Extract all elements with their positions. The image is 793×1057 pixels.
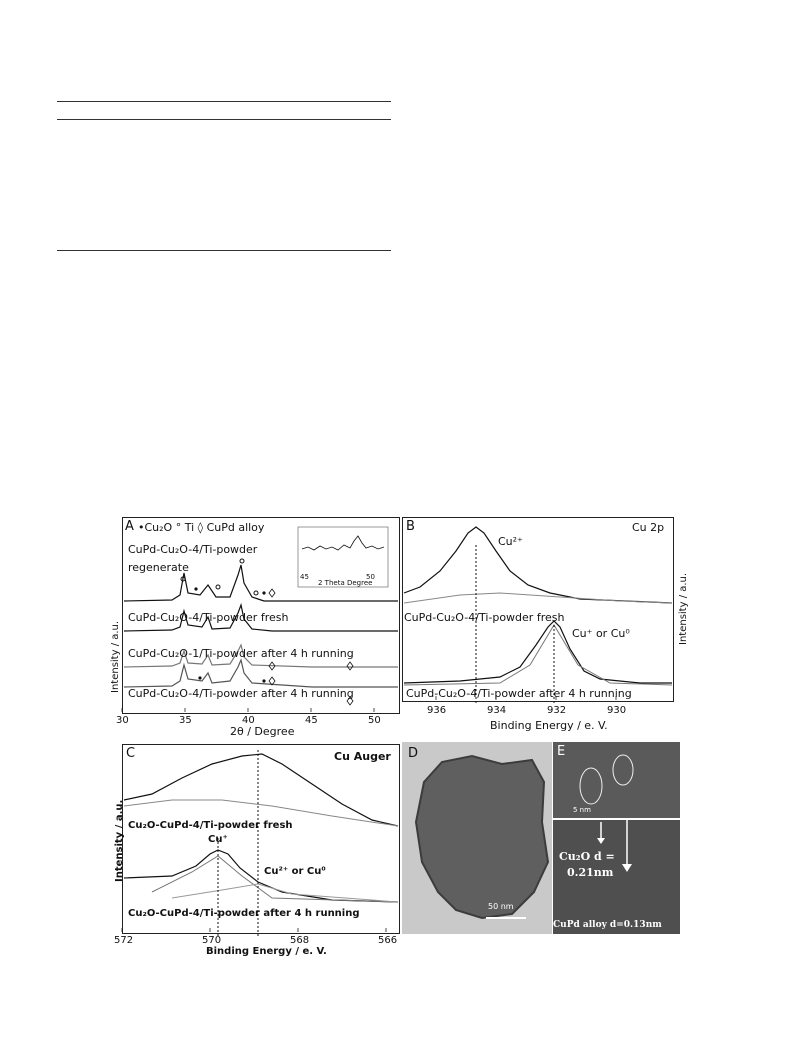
panel-b-xtick-930: 930 bbox=[607, 705, 627, 716]
panel-c-sample-fresh: Cu₂O-CuPd-4/Ti-powder fresh bbox=[128, 820, 293, 831]
panel-a-cu2o-marker bbox=[262, 679, 265, 682]
panel-c-xlabel: Binding Energy / e. V. bbox=[206, 946, 327, 957]
panel-a-xtick-35: 35 bbox=[179, 715, 192, 726]
panel-b-xps-cu2p bbox=[400, 515, 690, 740]
panel-b-sample-4h: CuPd-Cu₂O-4/Ti-powder after 4 h running bbox=[406, 687, 632, 700]
panel-a-xtick-50: 50 bbox=[368, 715, 381, 726]
panel-b-ylabel: Intensity / a.u. bbox=[678, 572, 689, 645]
table-bottom-rule bbox=[57, 250, 391, 251]
panel-e-arrow-head bbox=[622, 864, 632, 872]
panel-b-xtick-932: 932 bbox=[547, 705, 567, 716]
panel-a-sample-regen-2: regenerate bbox=[128, 561, 189, 574]
panel-e-arrow-head bbox=[597, 838, 605, 844]
panel-c-sample-4h: Cu₂O-CuPd-4/Ti-powder after 4 h running bbox=[128, 908, 360, 919]
panel-c-plot bbox=[112, 742, 402, 960]
panel-e-hrtem-top bbox=[553, 742, 680, 818]
panel-c-trace-fresh bbox=[124, 754, 398, 826]
panel-b-sample-fresh: CuPd-Cu₂O-4/Ti-powder fresh bbox=[404, 611, 565, 624]
panel-a-xtick-30: 30 bbox=[116, 715, 129, 726]
panel-e-hrtem-bottom bbox=[553, 820, 680, 934]
panel-a-cupd-marker bbox=[347, 662, 353, 670]
panel-e-cupd-label: CuPd alloy d=0.13nm bbox=[553, 920, 662, 930]
panel-c-letter: C bbox=[126, 746, 136, 761]
panel-b-xlabel: Binding Energy / e. V. bbox=[490, 719, 608, 732]
panel-a-ti-marker bbox=[240, 559, 244, 563]
panel-c-xtick-568: 568 bbox=[290, 935, 310, 946]
panel-c-xtick-572: 572 bbox=[114, 935, 134, 946]
panel-b-title: Cu 2p bbox=[632, 521, 665, 534]
panel-b-xtick-936: 936 bbox=[427, 705, 447, 716]
panel-a-xtick-40: 40 bbox=[242, 715, 255, 726]
panel-a-sample-regen: CuPd-Cu₂O-4/Ti-powder bbox=[128, 543, 258, 556]
panel-a-inset-xlabel: 2 Theta Degree bbox=[318, 579, 373, 587]
panel-a-xtick-45: 45 bbox=[305, 715, 318, 726]
panel-a-inset-tick-50: 50 bbox=[366, 573, 375, 581]
panel-b-trace-fresh bbox=[404, 527, 672, 603]
panel-c-title: Cu Auger bbox=[334, 750, 391, 763]
panel-a-inset-tick-45: 45 bbox=[300, 573, 309, 581]
panel-a-sample-1-4h: CuPd-Cu₂O-1/Ti-powder after 4 h running bbox=[128, 647, 354, 660]
panel-c-cu-auger bbox=[112, 742, 402, 960]
panel-a-cu2o-marker bbox=[194, 587, 197, 590]
panel-e-letter: E bbox=[557, 744, 566, 759]
panel-a-cupd-marker bbox=[269, 589, 275, 597]
panel-d-letter: D bbox=[408, 746, 419, 761]
panel-d-scale: 50 nm bbox=[488, 902, 514, 911]
panel-a-inset-trace bbox=[302, 536, 384, 550]
panel-a-ti-marker bbox=[216, 585, 220, 589]
panel-c-xtick-566: 566 bbox=[378, 935, 398, 946]
panel-a-cu2o-marker bbox=[262, 591, 265, 594]
panel-c-xtick-570: 570 bbox=[202, 935, 222, 946]
panel-a-ylabel: Intensity / a.u. bbox=[110, 620, 121, 693]
panel-a-ti-marker bbox=[254, 591, 258, 595]
panel-e-circle bbox=[580, 768, 602, 804]
panel-a-cu2o-marker bbox=[198, 676, 201, 679]
panel-c-trace-4h bbox=[124, 850, 398, 902]
panel-a-xlabel: 2θ / Degree bbox=[230, 725, 295, 738]
panel-c-peak-cu1: Cu⁺ bbox=[208, 834, 228, 845]
panel-e-scale-top: 5 nm bbox=[573, 806, 591, 814]
panel-c-ylabel: Intensity / a.u. bbox=[114, 799, 125, 882]
panel-b-xtick-934: 934 bbox=[487, 705, 507, 716]
panel-d-particle-shape bbox=[416, 756, 548, 918]
panel-c-xticks bbox=[122, 928, 386, 932]
panel-e-cu2o-value: 0.21nm bbox=[567, 866, 614, 879]
panel-e-circle bbox=[613, 755, 633, 785]
panel-b-peak-cu2: Cu²⁺ bbox=[498, 535, 523, 548]
panel-a-legend: •Cu₂O ° Ti ◊ CuPd alloy bbox=[138, 521, 265, 534]
panel-a-trace-4-4h bbox=[124, 660, 398, 687]
panel-e-cu2o-label: Cu₂O d = bbox=[559, 850, 615, 863]
panel-d-particle bbox=[402, 742, 552, 934]
panel-a-sample-4-4h: CuPd-Cu₂O-4/Ti-powder after 4 h running bbox=[128, 687, 354, 700]
panel-d-tem-image bbox=[402, 742, 552, 934]
panel-b-fit-4h bbox=[404, 625, 672, 685]
panel-b-fit-fresh bbox=[404, 593, 672, 603]
panel-a-letter: A bbox=[125, 519, 134, 534]
panel-c-peak-cu2: Cu²⁺ or Cu⁰ bbox=[264, 866, 326, 877]
table-top-rule bbox=[57, 101, 391, 102]
panel-a-xrd bbox=[112, 515, 402, 740]
table-header-rule bbox=[57, 119, 391, 120]
panel-b-letter: B bbox=[406, 519, 415, 534]
panel-a-sample-fresh: CuPd-Cu₂O-4/Ti-powder fresh bbox=[128, 611, 289, 624]
panel-b-peak-cu1: Cu⁺ or Cu⁰ bbox=[572, 627, 630, 640]
panel-a-xticks bbox=[122, 708, 374, 712]
